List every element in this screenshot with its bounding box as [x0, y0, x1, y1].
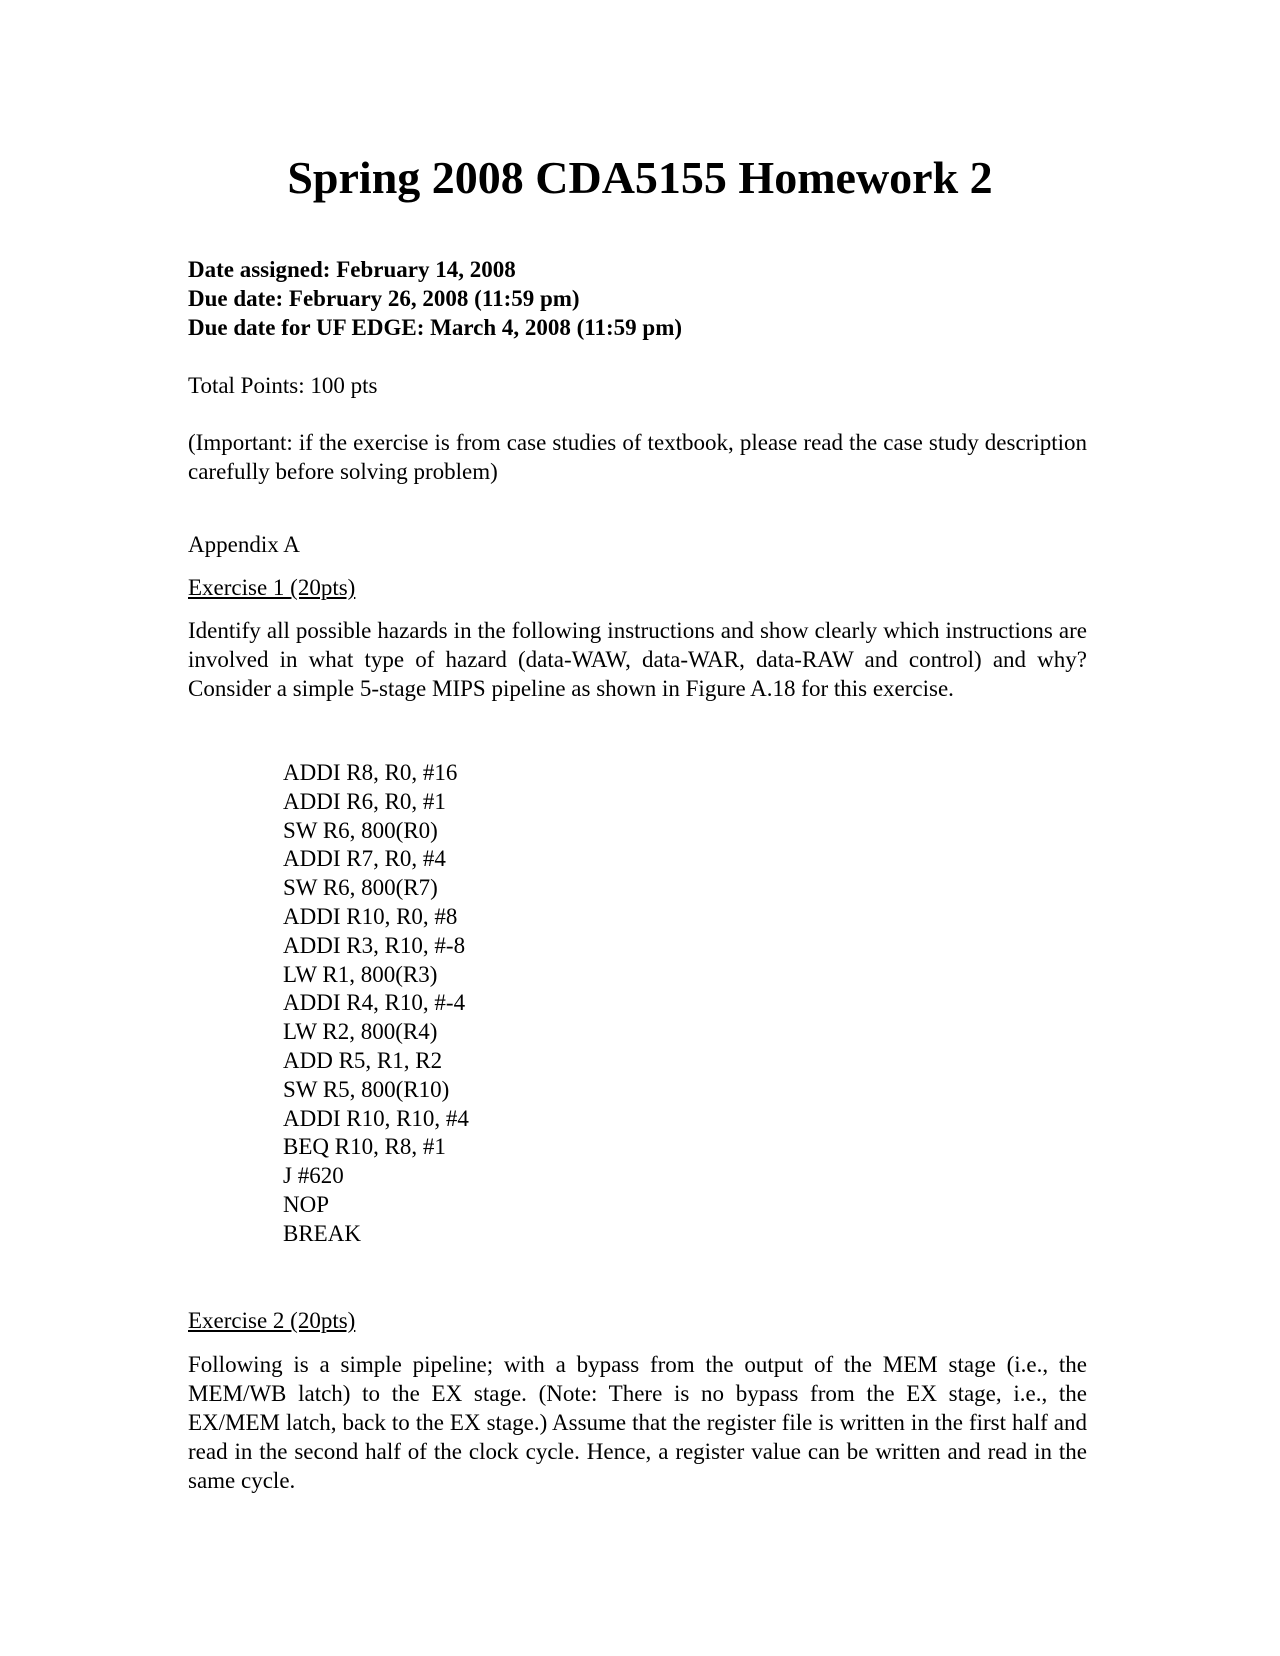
assignment-dates	[188, 255, 1087, 342]
instruction-line: ADDI R7, R0, #4	[283, 846, 446, 872]
instruction-line: ADDI R10, R0, #8	[283, 903, 458, 929]
instruction-line: BREAK	[283, 1220, 361, 1246]
important-note: (Important: if the exercise is from case studies of textbook, please read the case study description carefully before solving problem)	[188, 430, 1087, 484]
instruction-line: J #620	[283, 1163, 344, 1189]
date-assigned: Date assigned: February 14, 2008	[188, 257, 516, 282]
instruction-line: ADDI R3, R10, #-8	[283, 932, 466, 958]
exercise1-body: Identify all possible hazards in the following instructions and show clearly which instructions are involved in what type of hazard (data-WAW, data-WAR, data-RAW and control) and why? Consider a simple 5-stage MIPS pipeline as shown in Figure A.18 for this exercise.	[188, 618, 1087, 701]
instruction-line: ADD R5, R1, R2	[283, 1047, 443, 1073]
instruction-line: NOP	[283, 1191, 330, 1217]
instruction-line: ADDI R4, R10, #-4	[283, 990, 466, 1016]
instruction-line: SW R6, 800(R7)	[283, 875, 438, 901]
exercise2-body: Following is a simple pipeline; with a bypass from the output of the MEM stage (i.e., the MEM/WB latch) to the EX stage. (Note: There is no bypass from the EX stage, i.e., the EX/MEM latch, back to the EX stage.) Assume that the register file is written in the first half and read in the second half of the clock cycle. Hence, a register value can be written and read in the same cycle.	[188, 1352, 1087, 1493]
instruction-line: SW R6, 800(R0)	[283, 817, 438, 843]
instruction-line: ADDI R6, R0, #1	[283, 788, 446, 814]
instruction-line: LW R2, 800(R4)	[283, 1019, 438, 1045]
instruction-line: LW R1, 800(R3)	[283, 961, 438, 987]
instruction-line: SW R5, 800(R10)	[283, 1076, 450, 1102]
due-date: Due date: February 26, 2008 (11:59 pm)	[188, 286, 580, 311]
instruction-line: ADDI R10, R10, #4	[283, 1105, 469, 1131]
page-title: Spring 2008 CDA5155 Homework 2	[287, 152, 993, 203]
instruction-line: ADDI R8, R0, #16	[283, 760, 458, 785]
instruction-line: BEQ R10, R8, #1	[283, 1134, 446, 1160]
exercise2-heading: Exercise 2 (20pts)	[188, 1308, 356, 1333]
due-date-uf-edge: Due date for UF EDGE: March 4, 2008 (11:59 pm)	[188, 315, 683, 340]
exercise1-heading: Exercise 1 (20pts)	[188, 575, 356, 600]
appendix-label: Appendix A	[188, 532, 300, 557]
total-points: Total Points: 100 pts	[188, 373, 378, 398]
instruction-list	[283, 759, 469, 1249]
